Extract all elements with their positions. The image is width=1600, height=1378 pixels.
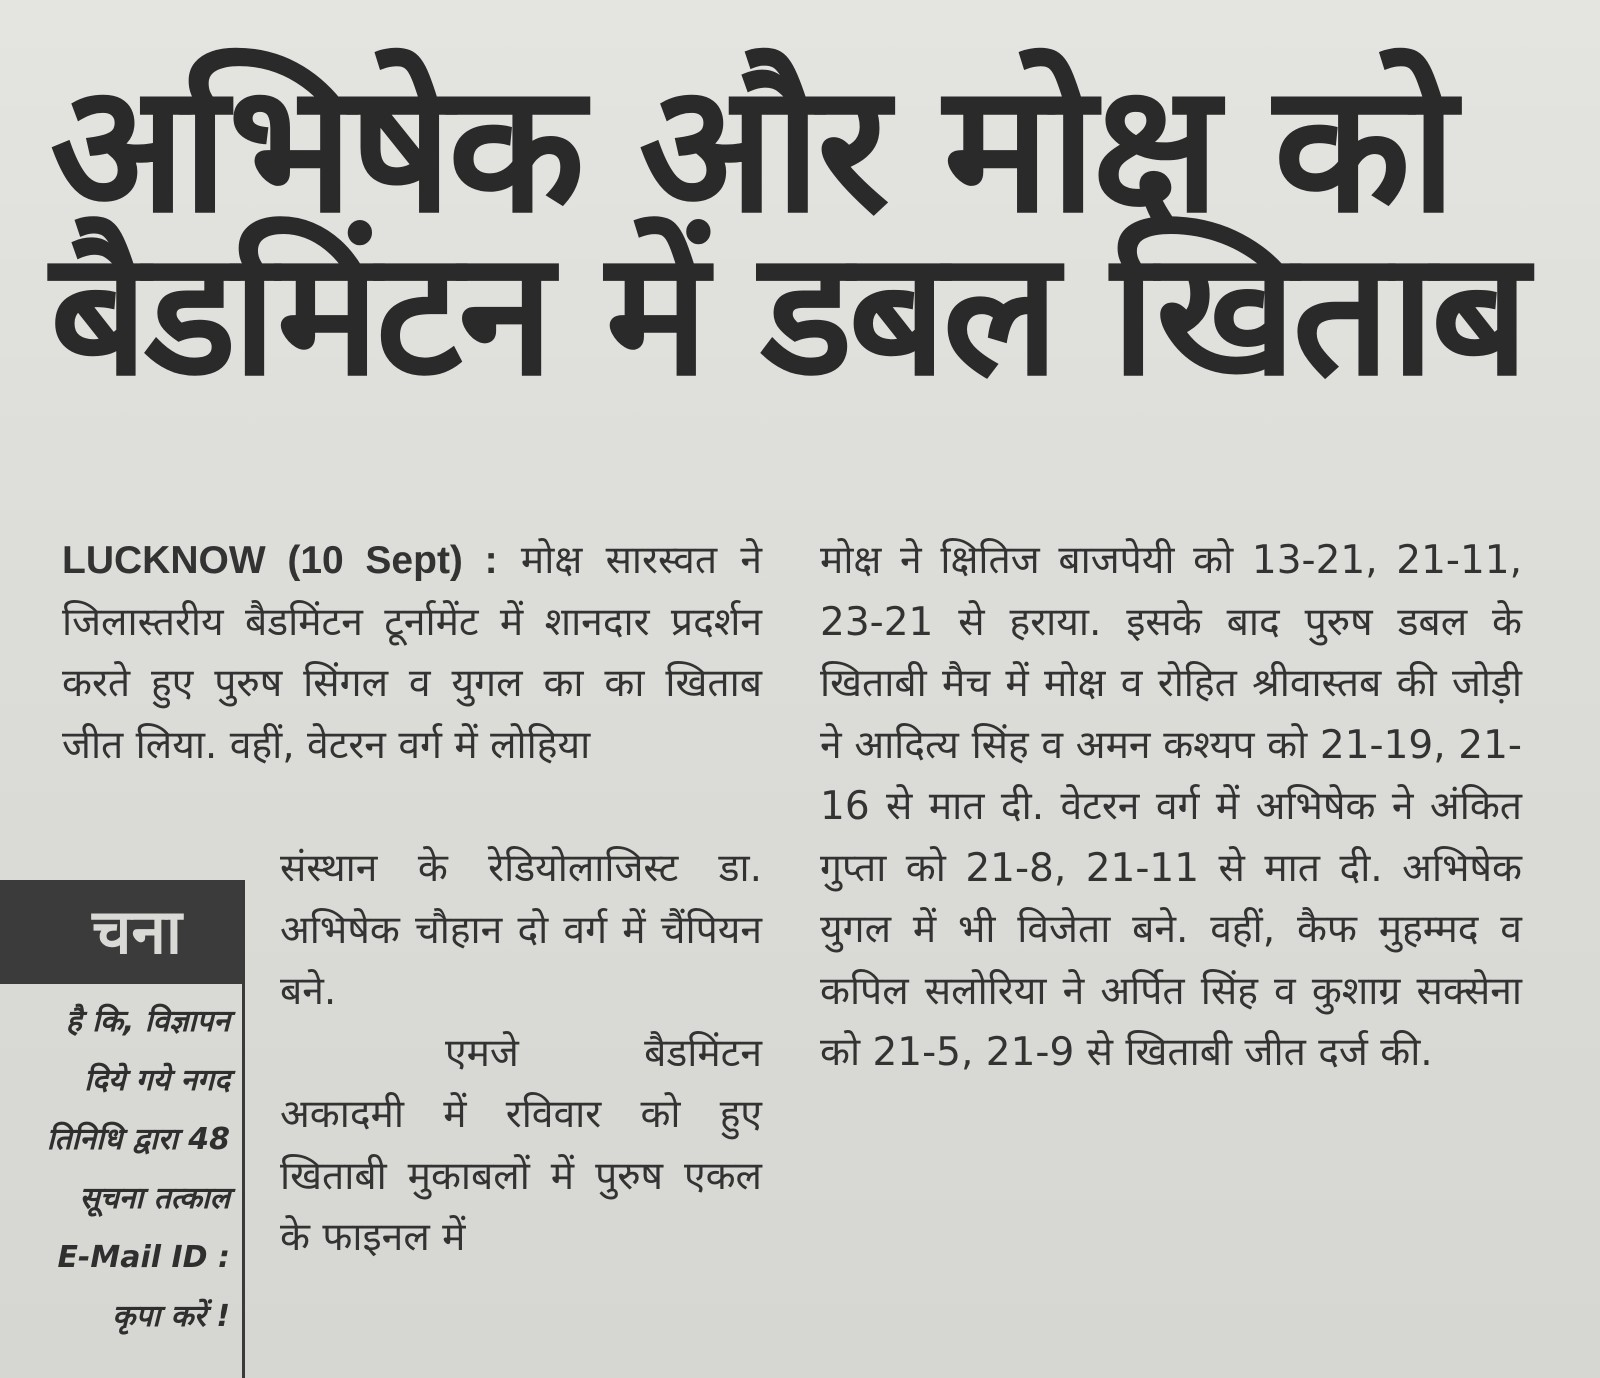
notice-box	[0, 880, 245, 1378]
notice-line: कृपा करें !	[112, 1299, 230, 1334]
article-paragraph-2: एमजे बैडमिंटन अकादमी में रविवार को हुए खिताबी मुकाबलों में पुरुष एकल के फाइनल में	[280, 1030, 762, 1260]
notice-body	[0, 992, 230, 1346]
article-paragraph-3: मोक्ष ने क्षितिज बाजपेयी को 13-21, 21-11, 23-21 से हराया. इसके बाद पुरुष डबल के खिताबी मैच में मोक्ष व रोहित श्रीवास्तब की जोड़ी ने आदित्य सिंह व अमन कश्यप को 21-19, 21-16 से मात दी. वेटरन वर्ग में अभिषेक ने अंकित गुप्ता को 21-8, 21-11 से मात दी. अभिषेक युगल में भी विजेता बने. वहीं, कैफ मुहम्मद व कपिल सलोरिया ने अर्पित सिंह व कुशाग्र सक्सेना को 21-5, 21-9 से खिताबी जीत दर्ज की.	[820, 538, 1522, 1075]
article-paragraph-1: मोक्ष सारस्वत ने जिलास्तरीय बैडमिंटन टूर्नामेंट में शानदार प्रदर्शन करते हुए पुरुष सिंगल व युगल का का खिताब जीत लिया. वहीं, वेटरन वर्ग में लोहिया	[62, 538, 762, 768]
notice-line: दिये गये नगद	[84, 1063, 230, 1098]
article-column-1-bottom	[280, 838, 762, 1269]
notice-line: है कि, विज्ञापन	[65, 1004, 230, 1039]
article-column-2	[820, 530, 1522, 1084]
article-column-1-top	[62, 530, 762, 776]
dateline: LUCKNOW (10 Sept) :	[62, 539, 498, 582]
headline	[50, 45, 1560, 414]
article-paragraph-1-continued: संस्थान के रेडियोलाजिस्ट डा. अभिषेक चौहान दो वर्ग में चैंपियन बने.	[280, 846, 762, 1014]
notice-line: सूचना तत्काल	[79, 1181, 230, 1216]
headline-line-1: अभिषेक और मोक्ष को	[50, 45, 1453, 252]
headline-line-2: बैडमिंटन में डबल खिताब	[50, 213, 1526, 414]
notice-line: E-Mail ID :	[57, 1240, 230, 1275]
notice-banner: चना	[0, 880, 242, 984]
notice-line: तिनिधि द्वारा 48	[46, 1122, 230, 1157]
